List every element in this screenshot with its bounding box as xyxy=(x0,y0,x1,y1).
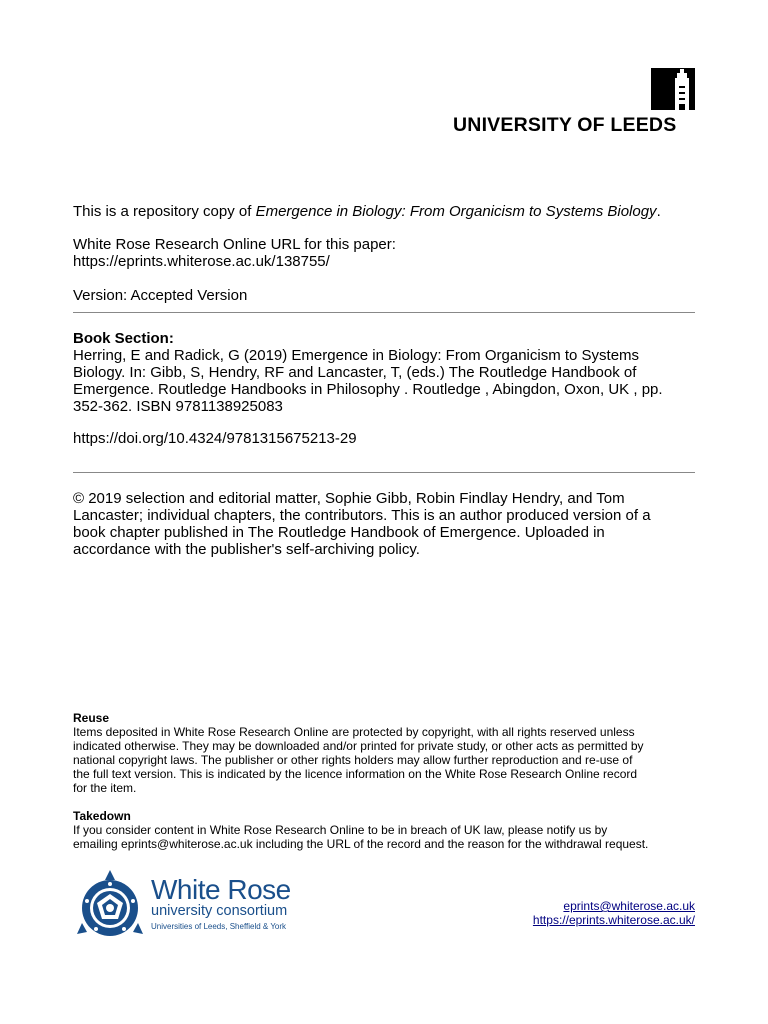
takedown-line: If you consider content in White Rose Research Online to be in breach of UK law, please notify us by xyxy=(73,823,608,837)
reuse-block xyxy=(73,725,644,795)
copyright-line: book chapter published in The Routledge Handbook of Emergence. Uploaded in xyxy=(73,524,605,541)
reuse-heading: Reuse xyxy=(73,711,110,725)
leeds-crest-icon xyxy=(651,68,695,110)
copyright-line: © 2019 selection and editorial matter, Sophie Gibb, Robin Findlay Hendry, and Tom xyxy=(73,490,625,507)
footer-site-link[interactable]: https://eprints.whiterose.ac.uk/ xyxy=(532,913,695,927)
reuse-line: for the item. xyxy=(73,781,137,795)
citation xyxy=(73,347,663,415)
university-name: UNIVERSITY OF LEEDS xyxy=(453,114,677,136)
doi-link[interactable]: https://doi.org/10.4324/9781315675213-29 xyxy=(73,430,357,447)
footer-links xyxy=(533,899,695,927)
takedown-block xyxy=(73,823,648,851)
citation-line: Emergence. Routledge Handbooks in Philosophy . Routledge , Abingdon, Oxon, UK , pp. xyxy=(73,381,663,398)
divider xyxy=(73,472,695,473)
copyright-line: Lancaster; individual chapters, the contributors. This is an author produced version of a xyxy=(73,507,651,524)
white-rose-name: White Rose xyxy=(151,874,291,905)
version-text: Version: Accepted Version xyxy=(73,287,248,304)
reuse-line: the full text version. This is indicated by the licence information on the White Rose Research Online record xyxy=(73,767,638,781)
reuse-line: Items deposited in White Rose Research Online are protected by copyright, with all rights reserved unless xyxy=(73,725,635,739)
takedown-heading: Takedown xyxy=(73,809,131,823)
citation-line: Herring, E and Radick, G (2019) Emergence in Biology: From Organicism to Systems xyxy=(73,347,640,364)
url-label: White Rose Research Online URL for this paper: xyxy=(73,236,396,253)
book-section-heading: Book Section: xyxy=(73,330,174,347)
white-rose-sub: university consortium xyxy=(151,903,288,919)
copyright-line: accordance with the publisher's self-archiving policy. xyxy=(73,541,420,558)
footer-email-link[interactable]: eprints@whiterose.ac.uk xyxy=(563,899,695,913)
citation-line: Biology. In: Gibb, S, Hendry, RF and Lancaster, T, (eds.) The Routledge Handbook of xyxy=(73,364,637,381)
paper-title: Emergence in Biology: From Organicism to Systems Biology xyxy=(255,203,657,220)
intro-prefix: This is a repository copy of xyxy=(73,203,256,220)
takedown-line: emailing eprints@whiterose.ac.uk including the URL of the record and the reason for the withdrawal request. xyxy=(73,837,649,851)
repository-url[interactable]: https://eprints.whiterose.ac.uk/138755/ xyxy=(73,253,330,270)
white-rose-universities: Universities of Leeds, Sheffield & York xyxy=(151,922,287,931)
intro-line xyxy=(73,203,661,220)
intro-suffix: . xyxy=(656,203,661,220)
citation-line: 352-362. ISBN 9781138925083 xyxy=(73,398,283,415)
reuse-line: national copyright laws. The publisher or other rights holders may allow further reproduction and re-use of xyxy=(73,753,633,767)
divider xyxy=(73,312,695,313)
white-rose-emblem-icon xyxy=(74,869,146,941)
reuse-line: indicated otherwise. They may be downloaded and/or printed for private study, or other acts as permitted by xyxy=(73,739,644,753)
copyright-block xyxy=(73,490,651,558)
